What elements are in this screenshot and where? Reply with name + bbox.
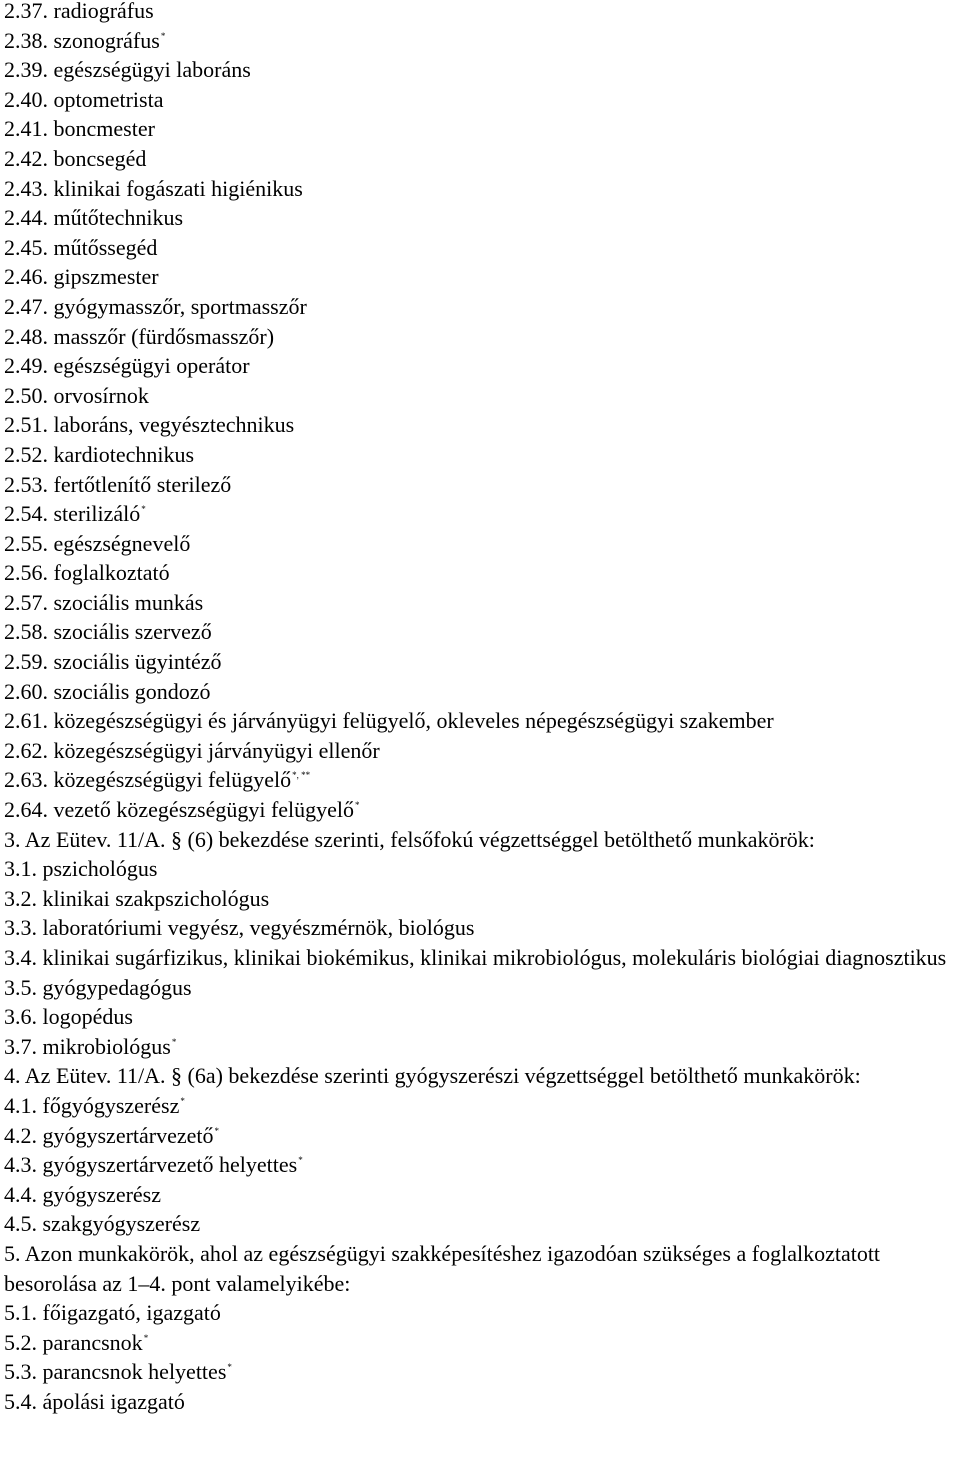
list-item-text: 2.37. radiográfus <box>4 0 154 23</box>
list-item <box>4 0 956 26</box>
list-item-text: 2.45. műtőssegéd <box>4 234 158 260</box>
list-item-text: 2.63. közegészségügyi felügyelő <box>4 767 292 793</box>
list-item <box>4 410 956 440</box>
list-item <box>4 1002 956 1032</box>
list-item-text: 2.62. közegészségügyi járványügyi ellenőr <box>4 737 380 763</box>
list-item <box>4 706 956 736</box>
list-item <box>4 617 956 647</box>
footnote-marker: * <box>160 30 166 41</box>
footnote-marker: * <box>227 1362 232 1373</box>
footnote-marker: * <box>214 1125 220 1136</box>
list-item-text: 2.39. egészségügyi laboráns <box>4 57 251 83</box>
footnote-marker: * <box>298 1155 303 1166</box>
list-item-text: 5.3. parancsnok helyettes <box>4 1359 227 1385</box>
list-item <box>4 765 956 795</box>
list-item <box>4 1239 956 1298</box>
list-item <box>4 1150 956 1180</box>
list-item <box>4 262 956 292</box>
list-item <box>4 1061 956 1091</box>
list-item <box>4 292 956 322</box>
list-item-text: 3.7. mikrobiológus <box>4 1033 171 1059</box>
list-item <box>4 470 956 500</box>
list-item-text: 2.54. sterilizáló <box>4 501 141 527</box>
list-item <box>4 1328 956 1358</box>
list-item <box>4 55 956 85</box>
list-item-text: 4.2. gyógyszertárvezető <box>4 1122 214 1148</box>
list-item-text: 5.4. ápolási igazgató <box>4 1388 185 1414</box>
list-item-text: 2.52. kardiotechnikus <box>4 441 195 467</box>
list-item <box>4 1121 956 1151</box>
list-item <box>4 203 956 233</box>
list-item-text: 4.3. gyógyszertárvezető helyettes <box>4 1152 298 1178</box>
list-item-text: 2.53. fertőtlenítő sterilező <box>4 471 232 497</box>
list-item-text: 2.48. masszőr (fürdősmasszőr) <box>4 323 275 349</box>
list-item-text: 4.5. szakgyógyszerész <box>4 1211 201 1237</box>
list-item <box>4 1387 956 1417</box>
list-item-text: 2.40. optometrista <box>4 86 164 112</box>
list-item-text: 2.42. boncsegéd <box>4 145 147 171</box>
list-item <box>4 1180 956 1210</box>
footnote-marker: * <box>355 800 360 811</box>
list-item <box>4 351 956 381</box>
list-item <box>4 913 956 943</box>
list-item <box>4 1032 956 1062</box>
list-item-text: 3.6. logopédus <box>4 1004 133 1030</box>
list-item-text: 2.50. orvosírnok <box>4 382 149 408</box>
list-item-text: 2.61. közegészségügyi és járványügyi felügyelő, okleveles népegészségügyi szakember <box>4 708 774 734</box>
footnote-marker: * <box>171 1036 177 1047</box>
list-item <box>4 381 956 411</box>
list-item-text: 3.3. laboratóriumi vegyész, vegyészmérnök, biológus <box>4 915 475 941</box>
list-item-text: 2.55. egészségnevelő <box>4 530 191 556</box>
list-item <box>4 943 956 973</box>
list-item <box>4 884 956 914</box>
list-item-text: 2.59. szociális ügyintéző <box>4 649 222 675</box>
list-item-text: 4.1. főgyógyszerész <box>4 1092 180 1118</box>
list-item-text: 2.47. gyógymasszőr, sportmasszőr <box>4 293 307 319</box>
list-item <box>4 144 956 174</box>
list-item <box>4 233 956 263</box>
list-item-text: 2.38. szonográfus <box>4 27 160 53</box>
list-item <box>4 529 956 559</box>
list-item-text: 3. Az Eütev. 11/A. § (6) bekezdése szerinti, felsőfokú végzettséggel betölthető munkakörök: <box>4 826 815 852</box>
list-item-text: 4.4. gyógyszerész <box>4 1181 162 1207</box>
list-item-text: 2.44. műtőtechnikus <box>4 205 184 231</box>
list-item <box>4 440 956 470</box>
list-item <box>4 85 956 115</box>
list-item <box>4 854 956 884</box>
list-item-text: 2.58. szociális szervező <box>4 619 212 645</box>
document-body <box>4 0 956 1417</box>
list-item <box>4 114 956 144</box>
list-item-text: 2.56. foglalkoztató <box>4 560 170 586</box>
list-item-text: 5. Azon munkakörök, ahol az egészségügyi szakképesítéshez igazodóan szükséges a foglalkoztatott besorolása az 1–4. pont valamelyikébe: <box>4 1240 881 1296</box>
list-item-text: 2.60. szociális gondozó <box>4 678 211 704</box>
footnote-marker: * <box>141 504 146 515</box>
list-item <box>4 795 956 825</box>
list-item <box>4 736 956 766</box>
list-item <box>4 677 956 707</box>
footnote-marker: * <box>180 1095 185 1106</box>
list-item-text: 2.64. vezető közegészségügyi felügyelő <box>4 797 355 823</box>
list-item <box>4 1209 956 1239</box>
list-item-text: 5.2. parancsnok <box>4 1329 143 1355</box>
list-item-text: 2.51. laboráns, vegyésztechnikus <box>4 412 295 438</box>
list-item-text: 4. Az Eütev. 11/A. § (6a) bekezdése szerinti gyógyszerészi végzettséggel betölthető munkakörök: <box>4 1063 861 1089</box>
list-item <box>4 558 956 588</box>
list-item <box>4 973 956 1003</box>
list-item <box>4 647 956 677</box>
list-item <box>4 322 956 352</box>
list-item-text: 3.4. klinikai sugárfizikus, klinikai biokémikus, klinikai mikrobiológus, molekuláris biológiai diagnosztikus <box>4 945 947 970</box>
list-item <box>4 1357 956 1387</box>
list-item-text: 2.57. szociális munkás <box>4 589 204 615</box>
list-item-text: 2.46. gipszmester <box>4 264 159 290</box>
list-item <box>4 588 956 618</box>
footnote-marker: *, ** <box>292 770 311 781</box>
list-item-text: 2.43. klinikai fogászati higiénikus <box>4 175 303 201</box>
list-item <box>4 174 956 204</box>
footnote-marker: * <box>143 1332 149 1343</box>
list-item-text: 5.1. főigazgató, igazgató <box>4 1300 221 1326</box>
list-item <box>4 1091 956 1121</box>
list-item <box>4 825 956 855</box>
list-item-text: 3.5. gyógypedagógus <box>4 974 192 1000</box>
list-item <box>4 499 956 529</box>
list-item <box>4 26 956 56</box>
list-item-text: 2.49. egészségügyi operátor <box>4 353 250 379</box>
list-item-text: 3.2. klinikai szakpszichológus <box>4 885 270 911</box>
list-item <box>4 1298 956 1328</box>
list-item-text: 3.1. pszichológus <box>4 856 158 882</box>
list-item-text: 2.41. boncmester <box>4 116 155 142</box>
